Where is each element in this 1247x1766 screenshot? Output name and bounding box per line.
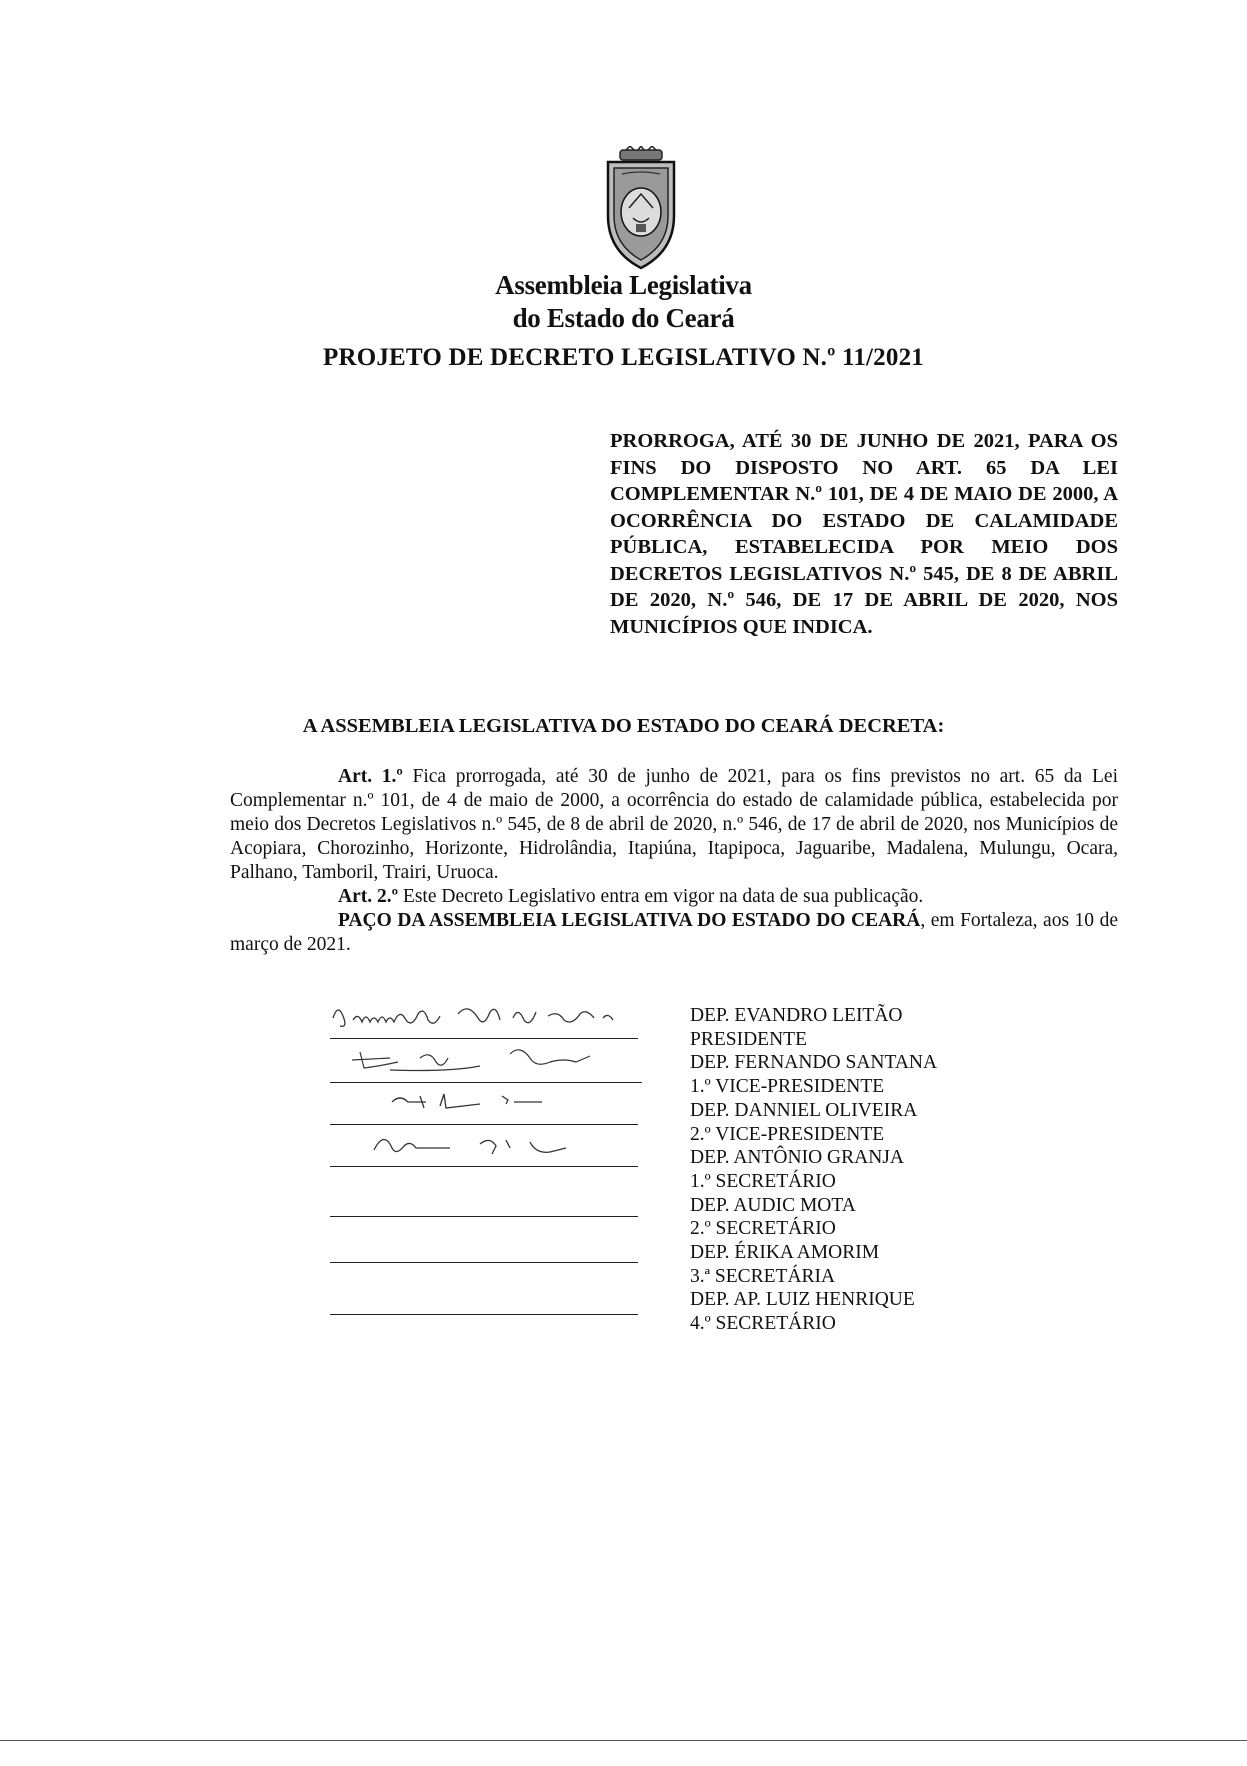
signature-line — [330, 1166, 638, 1167]
enacting-clause: A ASSEMBLEIA LEGISLATIVA DO ESTADO DO CEARÁ DECRETA: — [302, 715, 945, 737]
document-body — [230, 765, 1118, 957]
handwritten-signature — [350, 1040, 650, 1076]
closing-text: , em Fortaleza, aos 10 de março de 2021. — [230, 910, 1118, 955]
state-crest-icon — [598, 146, 684, 272]
signature-line — [330, 1038, 638, 1039]
signatory-role: 4.º SECRETÁRIO — [690, 1313, 836, 1335]
article-1-label: Art. 1.º — [338, 766, 403, 787]
signature-line — [330, 1124, 638, 1125]
signature-line — [330, 1216, 638, 1217]
signature-line — [330, 1314, 638, 1315]
signatory-role: 3.ª SECRETÁRIA — [690, 1265, 836, 1287]
article-1 — [230, 765, 1118, 885]
signatory-role: 2.º SECRETÁRIO — [690, 1218, 836, 1240]
footer-divider — [0, 1740, 1247, 1741]
signatory-name: DEP. ANTÔNIO GRANJA — [690, 1147, 904, 1169]
article-2-label: Art. 2.º — [338, 886, 399, 907]
signatory-name: DEP. ÉRIKA AMORIM — [690, 1242, 880, 1264]
handwritten-signature — [328, 998, 638, 1038]
article-2 — [230, 885, 1118, 909]
signatory-name: DEP. AP. LUIZ HENRIQUE — [690, 1289, 915, 1311]
signatory-name: DEP. FERNANDO SANTANA — [690, 1052, 938, 1074]
closing-label: PAÇO DA ASSEMBLEIA LEGISLATIVA DO ESTADO DO CEARÁ — [338, 910, 921, 931]
signature-line — [330, 1262, 638, 1263]
article-1-text: Fica prorrogada, até 30 de junho de 2021, para os fins previstos no art. 65 da Lei Complementar n.º 101, de 4 de maio de 2000, a ocorrência do estado de calamidade pública, estabelecida por meio dos Decretos Legislativos n.º 545, de 8 de abril de 2020, n.º 546, de 17 de abril de 2020, nos Municípios de Acopiara, Chorozinho, Horizonte, Hidrolândia, Itapiúna, Itapipoca, Jaguaribe, Madalena, Mulungu, Ocara, Palhano, Tamboril, Trairi, Uruoca. — [230, 766, 1118, 883]
signatories-list — [690, 1004, 1090, 1336]
document-title: PROJETO DE DECRETO LEGISLATIVO N.º 11/2021 — [322, 344, 924, 371]
signatory-name: DEP. DANNIEL OLIVEIRA — [690, 1099, 918, 1121]
institution-name-line2: do Estado do Ceará — [512, 303, 735, 333]
ementa-summary: PRORROGA, ATÉ 30 DE JUNHO DE 2021, PARA OS FINS DO DISPOSTO NO ART. 65 DA LEI COMPLEMENTAR N.º 101, DE 4 DE MAIO DE 2000, A OCORRÊNCIA DO ESTADO DE CALAMIDADE PÚBLICA, ESTABELECIDA POR MEIO DOS DECRETOS LEGISLATIVOS N.º 545, DE 8 DE ABRIL DE 2020, N.º 546, DE 17 DE ABRIL DE 2020, NOS MUNICÍPIOS QUE INDICA. — [610, 430, 1118, 638]
signatory-role: 2.º VICE-PRESIDENTE — [690, 1123, 885, 1145]
signatory-name: DEP. AUDIC MOTA — [690, 1194, 856, 1216]
closing-paragraph — [230, 909, 1118, 957]
article-2-text: Este Decreto Legislativo entra em vigor na data de sua publicação. — [398, 886, 924, 907]
signatory-role: 1.º VICE-PRESIDENTE — [690, 1076, 885, 1098]
handwritten-signature — [370, 1126, 630, 1160]
institution-name-line1: Assembleia Legislativa — [495, 270, 752, 300]
signatory-role: PRESIDENTE — [690, 1028, 807, 1050]
signatory-role: 1.º SECRETÁRIO — [690, 1170, 836, 1192]
signatory-name: DEP. EVANDRO LEITÃO — [690, 1005, 903, 1026]
handwritten-signature — [390, 1086, 590, 1116]
signature-line — [330, 1082, 642, 1083]
